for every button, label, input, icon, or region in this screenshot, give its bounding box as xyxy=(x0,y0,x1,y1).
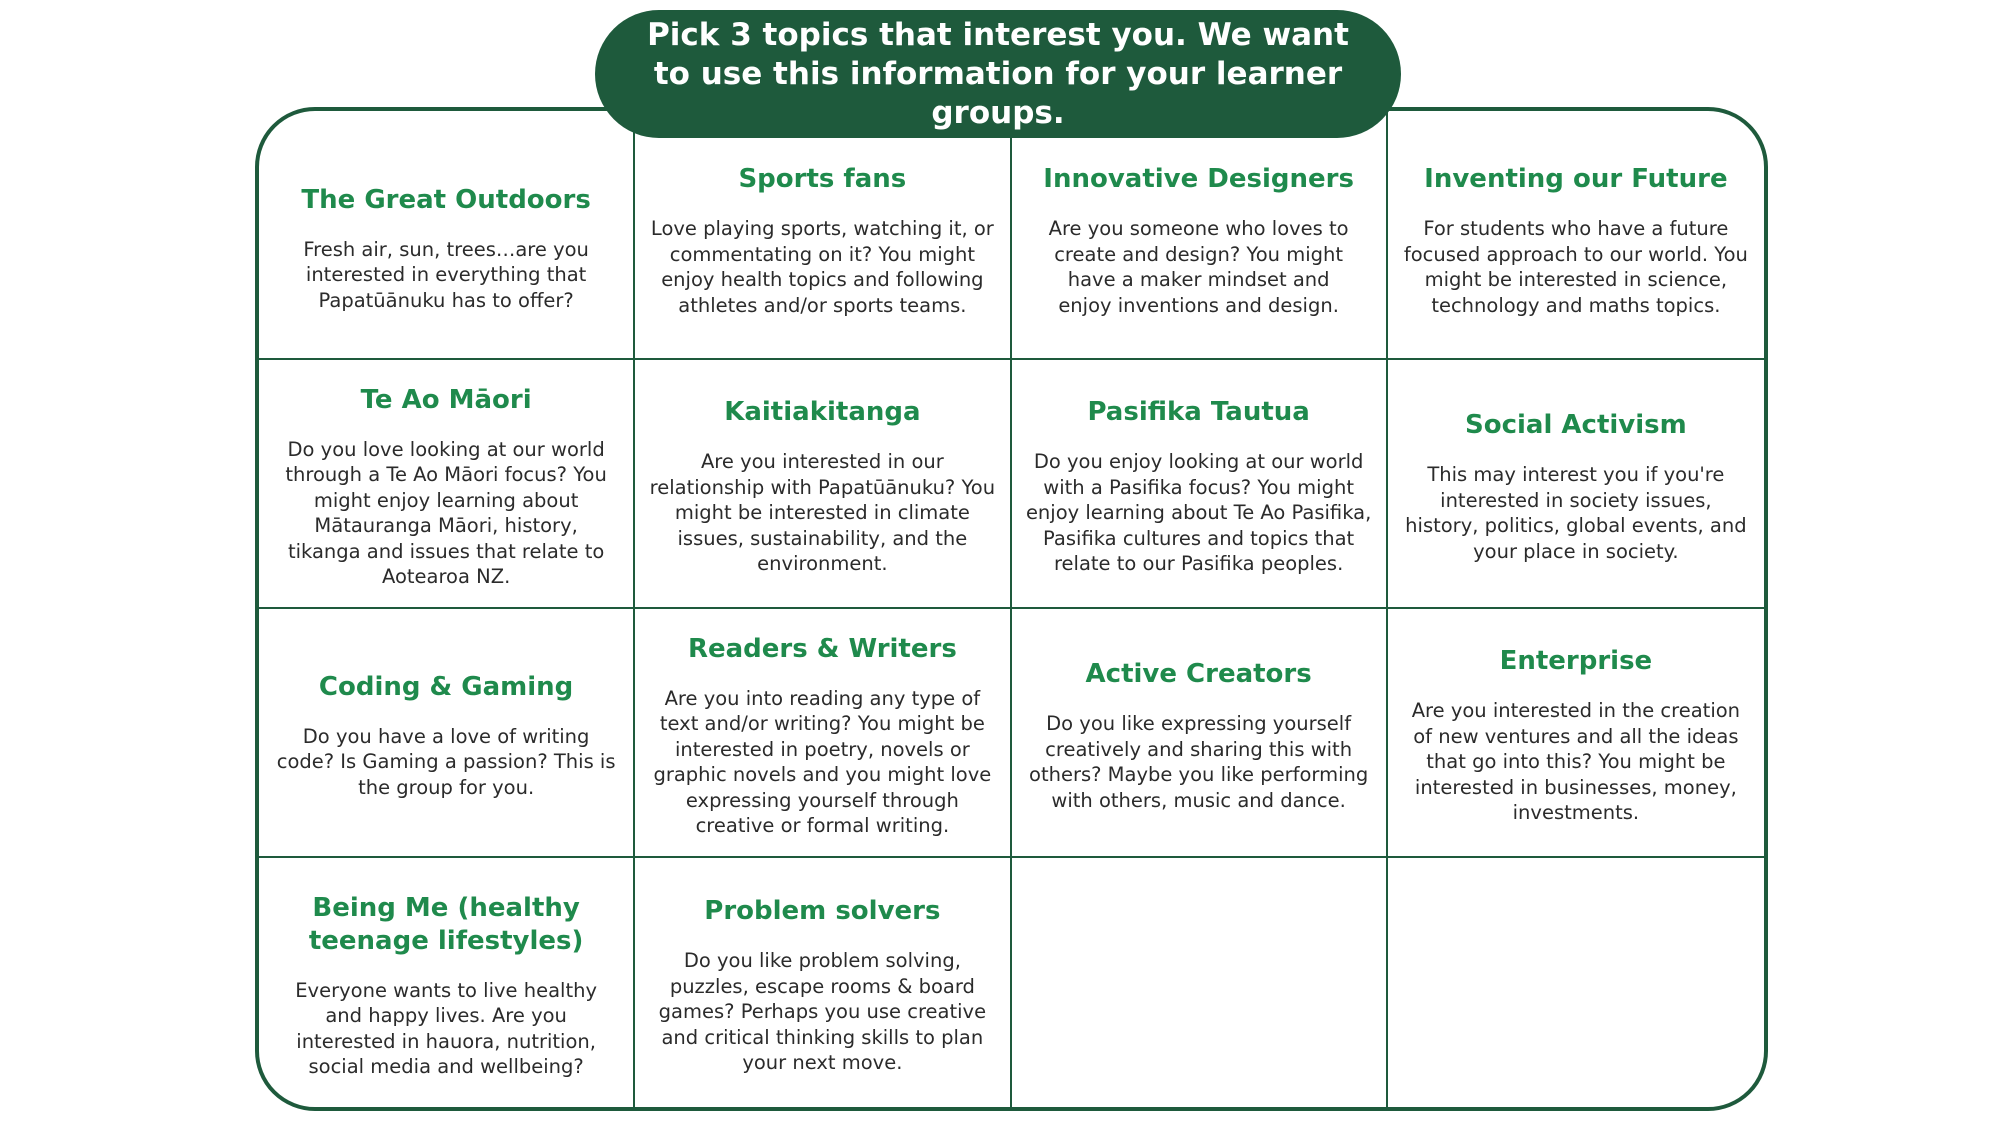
topic-title: Kaitiakitanga xyxy=(724,397,921,428)
topic-description: Do you have a love of writing code? Is Gaming a passion? This is the group for you. xyxy=(276,724,616,799)
topic-title: Innovative Designers xyxy=(1043,164,1354,194)
topic-cell-empty xyxy=(1388,858,1764,1107)
topic-cell-empty xyxy=(1012,858,1388,1107)
topic-cell-great-outdoors[interactable] xyxy=(259,111,635,360)
topic-cell-active-creators[interactable] xyxy=(1012,609,1388,858)
topic-cell-sports-fans[interactable] xyxy=(635,111,1011,360)
topics-table xyxy=(255,107,1768,1111)
topic-title: Te Ao Māori xyxy=(360,384,532,415)
topic-description: Are you interested in our relationship with Papatūānuku? You might be interested in climate issues, sustainability, and the environment. xyxy=(649,450,996,576)
topic-cell-being-me[interactable] xyxy=(259,858,635,1107)
instructions-text: Pick 3 topics that interest you. We want to use this information for your learner groups. xyxy=(647,16,1349,131)
topic-description: Love playing sports, watching it, or commentating on it? You might enjoy health topics and following athletes and/or sports teams. xyxy=(650,217,994,317)
topic-title: Social Activism xyxy=(1465,410,1687,440)
topic-description: Are you into reading any type of text and/or writing? You might be interested in poetry, novels or graphic novels and you might love expressing yourself through creative or formal writing. xyxy=(653,686,992,837)
topic-description: This may interest you if you're interested in society issues, history, politics, global events, and your place in society. xyxy=(1405,463,1747,563)
topic-description: Fresh air, sun, trees…are you interested in everything that Papatūānuku has to offer? xyxy=(303,237,589,312)
topic-description: Everyone wants to live healthy and happy lives. Are you interested in hauora, nutrition, social media and wellbeing? xyxy=(295,978,598,1078)
topic-cell-pasifika-tautua[interactable] xyxy=(1012,360,1388,609)
topic-title: Being Me (healthy teenage lifestyles) xyxy=(308,892,584,956)
topic-cell-innovative-designers[interactable] xyxy=(1012,111,1388,360)
topic-title: Coding & Gaming xyxy=(318,671,574,702)
topics-grid xyxy=(259,111,1764,1107)
topic-cell-te-ao-maori[interactable] xyxy=(259,360,635,609)
topic-title: Sports fans xyxy=(738,164,907,194)
topic-description: For students who have a future focused approach to our world. You might be interested in science, technology and maths topics. xyxy=(1403,217,1748,317)
topic-title: Active Creators xyxy=(1085,659,1312,689)
topic-cell-social-activism[interactable] xyxy=(1388,360,1764,609)
topic-title: The Great Outdoors xyxy=(301,184,591,215)
topic-description: Do you like expressing yourself creatively and sharing this with others? Maybe you like performing with others, music and dance. xyxy=(1029,712,1369,812)
topic-description: Do you love looking at our world through a Te Ao Māori focus? You might enjoy learning about Mātauranga Māori, history, tikanga and issues that relate to Aotearoa NZ. xyxy=(285,437,607,588)
topic-cell-inventing-our-future[interactable] xyxy=(1388,111,1764,360)
topic-description: Do you enjoy looking at our world with a Pasifika focus? You might enjoy learning about Te Ao Pasifika, Pasifika cultures and topics that relate to our Pasifika peoples. xyxy=(1025,450,1372,576)
topic-description: Are you interested in the creation of new ventures and all the ideas that go into this? You might be interested in businesses, money, investments. xyxy=(1411,699,1741,825)
topic-title: Inventing our Future xyxy=(1424,164,1728,194)
topic-cell-kaitiakitanga[interactable] xyxy=(635,360,1011,609)
topic-description: Are you someone who loves to create and design? You might have a maker mindset and enjoy inventions and design. xyxy=(1048,217,1349,317)
topic-cell-readers-writers[interactable] xyxy=(635,609,1011,858)
topic-title: Problem solvers xyxy=(704,896,941,927)
topic-title: Readers & Writers xyxy=(687,633,957,664)
topic-cell-coding-gaming[interactable] xyxy=(259,609,635,858)
topic-cell-problem-solvers[interactable] xyxy=(635,858,1011,1107)
topic-cell-enterprise[interactable] xyxy=(1388,609,1764,858)
topic-description: Do you like problem solving, puzzles, escape rooms & board games? Perhaps you use creative and critical thinking skills to plan your next move. xyxy=(658,949,987,1075)
topic-title: Enterprise xyxy=(1499,646,1653,677)
topic-title: Pasifika Tautua xyxy=(1087,397,1310,428)
instructions-banner xyxy=(595,10,1401,138)
